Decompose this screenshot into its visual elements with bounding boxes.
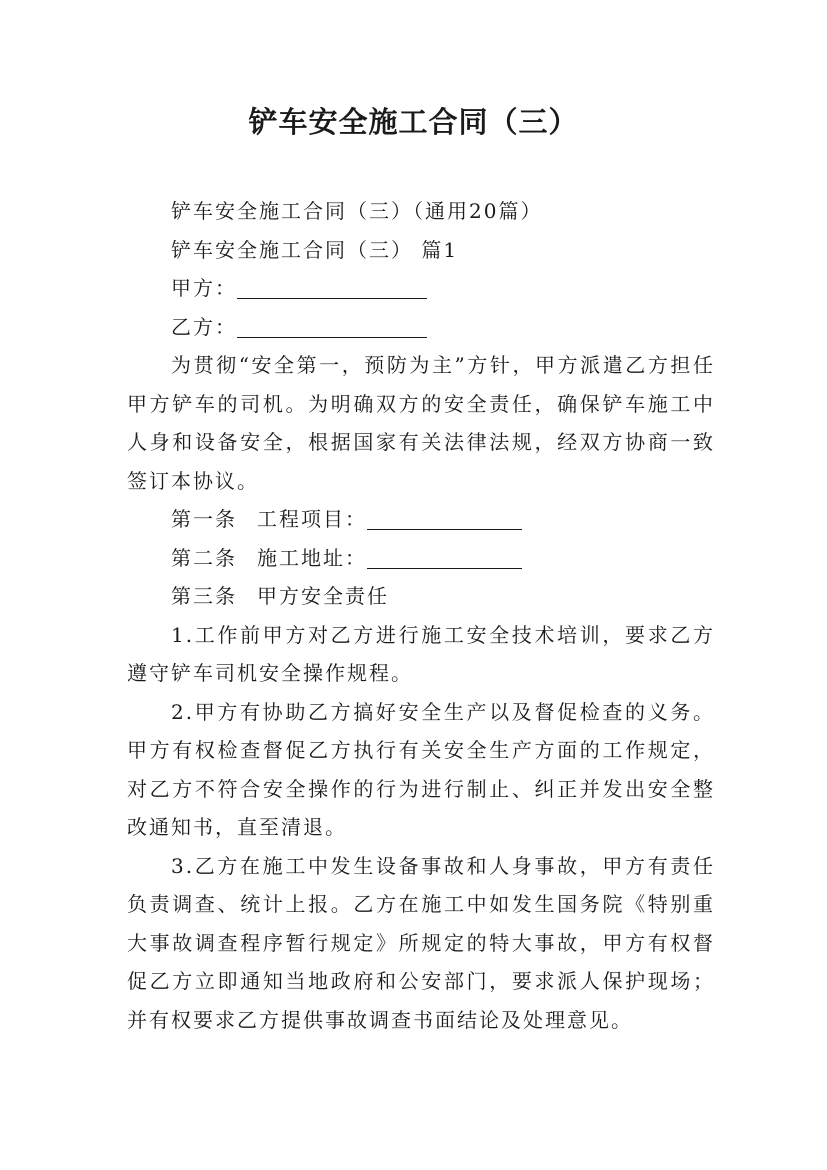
party-b-line <box>127 308 715 347</box>
article-2-text: 施工地址： <box>257 545 367 570</box>
party-a-label: 甲方： <box>171 276 237 300</box>
party-a-line <box>127 269 715 308</box>
party-b-label: 乙方： <box>171 314 237 339</box>
article-2-blank <box>367 548 522 569</box>
subtitle-part: 铲车安全施工合同（三） 篇1 <box>171 237 459 262</box>
item-3-paragraph: 3.乙方在施工中发生设备事故和人身事故，甲方有责任负责调查、统计上报。乙方在施工中如发生国务院《特别重大事故调查程序暂行规定》所规定的特大事故，甲方有权督促乙方立即通知当地政府和公安部门，要求派人保护现场；并有权要求乙方提供事故调查书面结论及处理意见。 <box>127 853 715 1032</box>
article-3-line <box>127 577 715 616</box>
party-b-blank <box>237 317 427 338</box>
party-a-blank <box>237 278 427 299</box>
article-3-label: 第三条 <box>171 584 237 608</box>
item-2-paragraph: 2.甲方有协助乙方搞好安全生产以及督促检查的义务。甲方有权检查督促乙方执行有关安全生产方面的工作规定，对乙方不符合安全操作的行为进行制止、纠正并发出安全整改通知书，直至清退。 <box>127 699 715 839</box>
article-2-label: 第二条 <box>171 545 237 570</box>
article-2-line <box>127 539 715 578</box>
intro-paragraph: 为贯彻“安全第一，预防为主”方针，甲方派遣乙方担任甲方铲车的司机。为明确双方的安全责任，确保铲车施工中人身和设备安全，根据国家有关法律法规，经双方协商一致签订本协议。 <box>127 353 715 493</box>
article-1-blank <box>367 509 522 530</box>
article-1-text: 工程项目： <box>257 507 367 531</box>
document-body <box>127 192 715 1039</box>
subtitle-general: 铲车安全施工合同（三）（通用20篇） <box>171 199 543 223</box>
article-1-line <box>127 500 715 539</box>
article-1-label: 第一条 <box>171 507 237 531</box>
article-3-text: 甲方安全责任 <box>257 584 389 608</box>
document-title: 铲车安全施工合同（三） <box>248 105 579 139</box>
item-1-paragraph: 1.工作前甲方对乙方进行施工安全技术培训，要求乙方遵守铲车司机安全操作规程。 <box>127 622 715 685</box>
